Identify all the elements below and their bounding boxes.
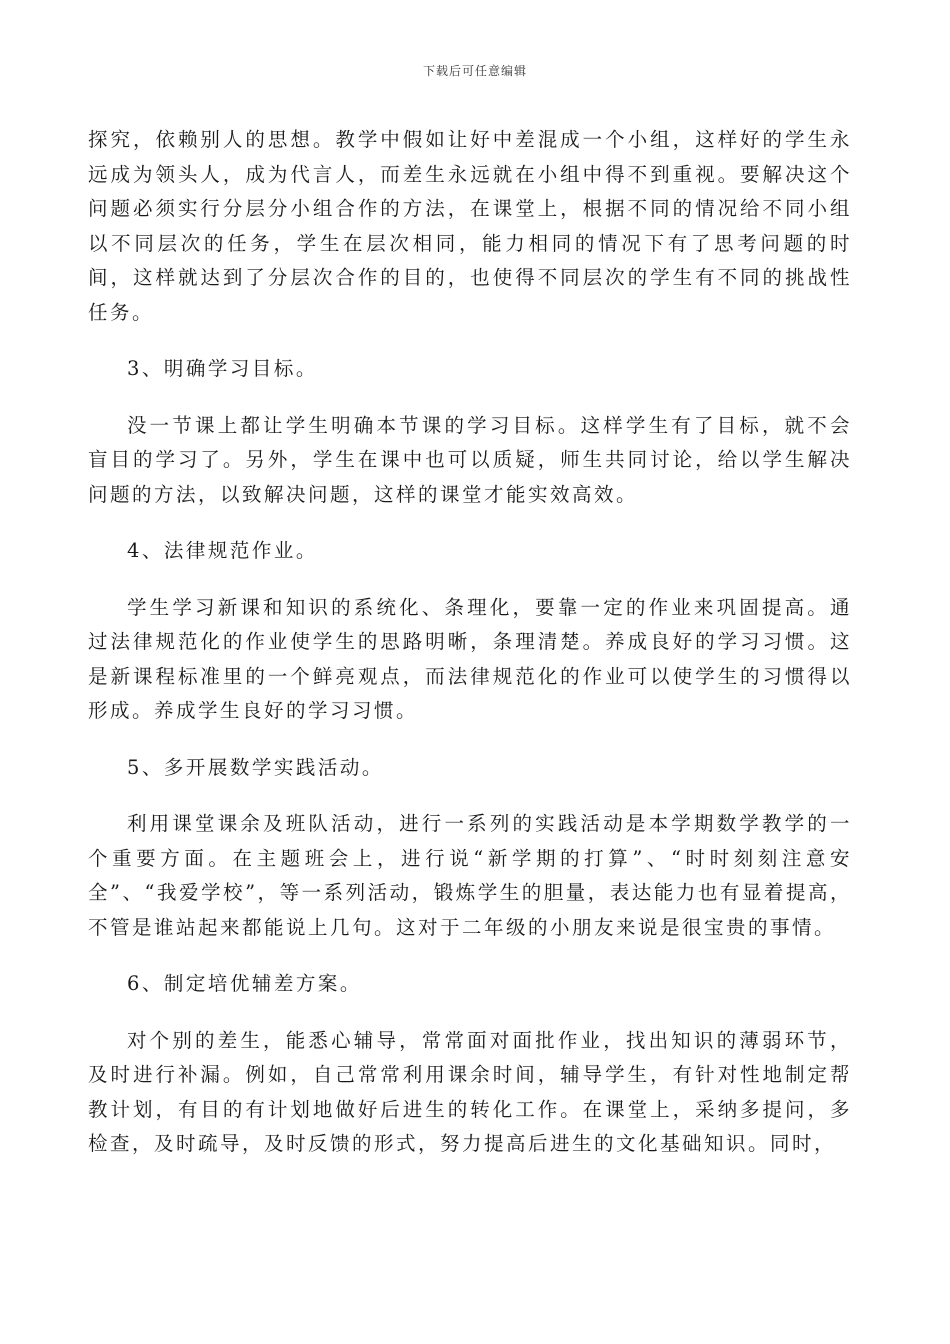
paragraph-group-cooperation: 探究，依赖别人的思想。教学中假如让好中差混成一个小组，这样好的学生永远成为领头人，成为代言人，而差生永远就在小组中得不到重视。要解决这个问题必须实行分层分小组合作的方法，在课堂上，根据不同的情况给不同小组以不同层次的任务，学生在层次相同，能力相同的情况下有了思考问题的时间，这样就达到了分层次合作的目的，也使得不同层次的学生有不同的挑战性任务。	[88, 128, 852, 324]
paragraph-practice-activities: 利用课堂课余及班队活动，进行一系列的实践活动是本学期数学教学的一个重要方面。在主题班会上，进行说“新学期的打算”、“时时刻刻注意安全”、“我爱学校”，等一系列活动，锻炼学生的胆量，表达能力也有显着提高，不管是谁站起来都能说上几句。这对于二年级的小朋友来说是很宝贵的事情。	[88, 812, 852, 939]
heading-tutoring-plan: 6、制定培优辅差方案。	[127, 972, 362, 995]
heading-homework-standards: 4、法律规范作业。	[127, 539, 318, 562]
heading-learning-goals: 3、明确学习目标。	[127, 357, 318, 380]
paragraph-learning-goals: 没一节课上都让学生明确本节课的学习目标。这样学生有了目标，就不会盲目的学习了。另外，学生在课中也可以质疑，师生共同讨论，给以学生解决问题的方法，以致解决问题，这样的课堂才能实效高效。	[88, 413, 852, 506]
page-header: 下载后可任意编辑	[422, 64, 527, 78]
heading-practice-activities: 5、多开展数学实践活动。	[127, 755, 384, 779]
document-body	[88, 123, 852, 1162]
paragraph-homework-standards: 学生学习新课和知识的系统化、条理化，要靠一定的作业来巩固提高。通过法律规范化的作业使学生的思路明晰，条理清楚。养成良好的学习习惯。这是新课程标准里的一个鲜亮观点，而法律规范化的作业可以使学生的习惯得以形成。养成学生良好的学习习惯。	[88, 595, 852, 722]
paragraph-tutoring-plan: 对个别的差生，能悉心辅导，常常面对面批作业，找出知识的薄弱环节，及时进行补漏。例如，自己常常利用课余时间，辅导学生，有针对性地制定帮教计划，有目的有计划地做好后进生的转化工作。在课堂上，采纳多提问，多检查，及时疏导，及时反馈的形式，努力提高后进生的文化基础知识。同时，	[88, 1028, 852, 1155]
